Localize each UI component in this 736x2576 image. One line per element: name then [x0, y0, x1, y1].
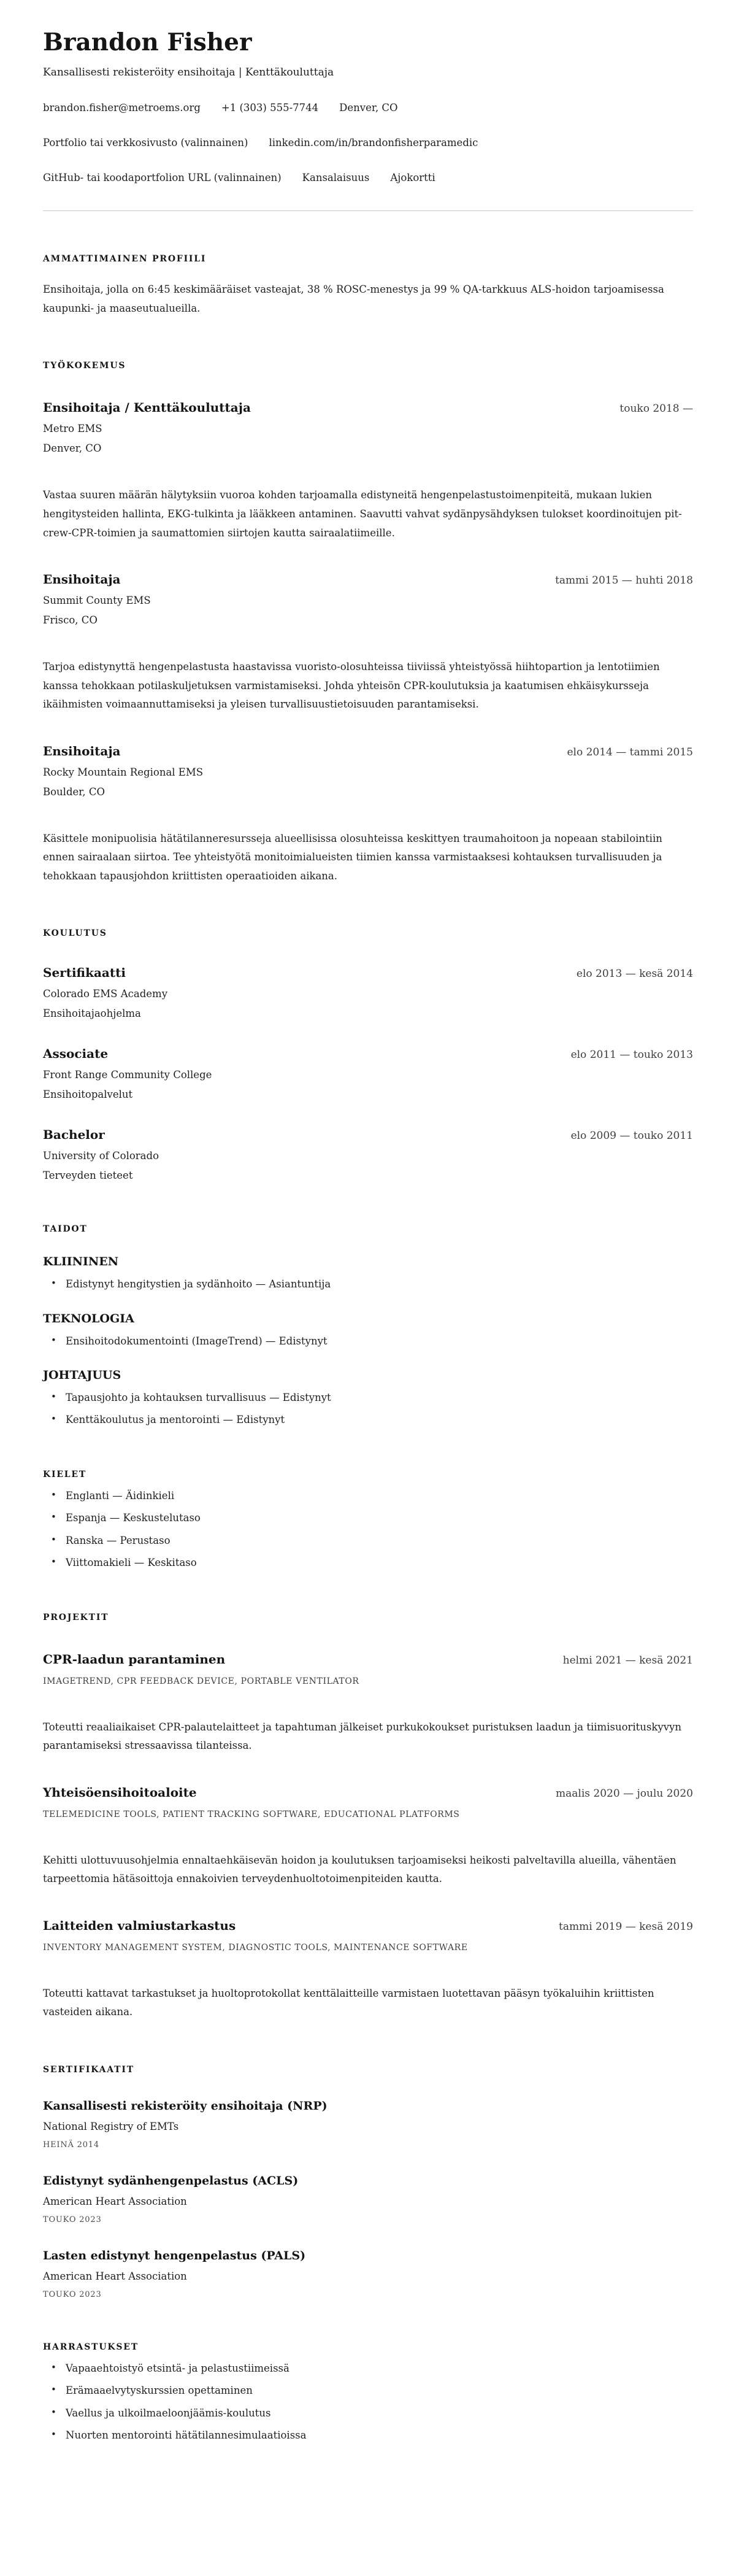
job-org: Metro EMS — [43, 423, 102, 435]
hobby-list — [43, 2362, 693, 2442]
certification-org: American Heart Association — [43, 2270, 187, 2282]
certification-name: Kansallisesti rekisteröity ensihoitaja (NRP) — [43, 2099, 328, 2113]
job-description: Tarjoa edistynyttä hengenpelastusta haastavissa vuoristo-olosuhteissa tiiviissä yhteistyössä hiihtopartion ja lentotiimien kanssa tehokkaan potilaskuljetuksen varmistamiseksi. Johda yhteisön CPR-koulutuksia ja kaatumisen ehkäisykursseja ikäihmisten voimaannuttamiseksi ja yleisen turvallisuustietoisuuden parantamiseksi. — [43, 661, 660, 711]
certification-name: Lasten edistynyt hengenpelastus (PALS) — [43, 2248, 306, 2262]
school-name: Front Range Community College — [43, 1069, 212, 1081]
job-org: Rocky Mountain Regional EMS — [43, 766, 204, 778]
certification-date: HEINÄ 2014 — [43, 2140, 99, 2150]
certification-org: National Registry of EMTs — [43, 2120, 179, 2132]
list-item: • Erämaaelvytyskurssien opettaminen — [43, 2384, 693, 2397]
section-title-hobbies: HARRASTUKSET — [43, 2342, 139, 2352]
education-entry — [43, 1046, 693, 1100]
skill-list — [43, 1278, 693, 1290]
skill-group-leadership — [43, 1368, 693, 1427]
section-experience — [43, 361, 693, 885]
section-title-projects: PROJEKTIT — [43, 1612, 109, 1622]
contact-github-label: GitHub- tai koodaportfolion URL (valinnainen) — [43, 171, 282, 183]
job-entry-head — [43, 400, 693, 415]
certification-name: Edistynyt sydänhengenpelastus (ACLS) — [43, 2173, 299, 2188]
project-description: Toteutti reaaliaikaiset CPR-palautelaitteet ja tapahtuman jälkeiset purkukokoukset puristuksen laadun ja tiimisuorituskyvyn parantamiseksi stressaavissa tilanteissa. — [43, 1721, 681, 1752]
certification-entry — [43, 2249, 693, 2299]
job-location: Denver, CO — [43, 442, 102, 455]
project-tech: INVENTORY MANAGEMENT SYSTEM, DIAGNOSTIC TOOLS, MAINTENANCE SOFTWARE — [43, 1942, 468, 1953]
project-entry — [43, 1785, 693, 1889]
project-dates: helmi 2021 — kesä 2021 — [562, 1654, 693, 1667]
profile-summary: Ensihoitaja, jolla on 6:45 keskimääräiset vasteajat, 38 % ROSC-menestys ja 99 % QA-tarkkuus ALS-hoidon tarjoamisessa kaupunki- ja maaseutualueilla. — [43, 283, 664, 315]
list-item: • Englanti — Äidinkieli — [43, 1489, 693, 1502]
contact-row-2 — [43, 137, 693, 148]
section-profile — [43, 254, 693, 318]
contact-row-3 — [43, 172, 693, 183]
job-entry-head — [43, 572, 693, 587]
education-dates: elo 2009 — touko 2011 — [570, 1130, 693, 1143]
contact-location: Denver, CO — [339, 101, 398, 114]
job-entry-head — [43, 744, 693, 758]
job-entry — [43, 572, 693, 714]
section-projects — [43, 1613, 693, 2022]
certification-entry — [43, 2099, 693, 2150]
list-item: • Ranska — Perustaso — [43, 1534, 693, 1547]
project-name: CPR-laadun parantaminen — [43, 1651, 226, 1667]
skill-group-label: KLIININEN — [43, 1255, 119, 1269]
skill-list — [43, 1335, 693, 1348]
project-dates: tammi 2019 — kesä 2019 — [558, 1920, 693, 1933]
education-entry — [43, 965, 693, 1019]
skill-group-label: TEKNOLOGIA — [43, 1311, 134, 1325]
contact-citizenship-label: Kansalaisuus — [302, 171, 370, 183]
project-name: Laitteiden valmiustarkastus — [43, 1918, 236, 1933]
education-entry-head — [43, 1127, 693, 1142]
job-location: Frisco, CO — [43, 614, 98, 627]
job-title: Ensihoitaja — [43, 743, 121, 758]
list-item: • Tapausjohto ja kohtauksen turvallisuus — Edistynyt — [43, 1391, 693, 1404]
list-item: • Edistynyt hengitystien ja sydänhoito — Asiantuntija — [43, 1278, 693, 1290]
project-entry-head — [43, 1918, 693, 1933]
project-entry — [43, 1918, 693, 2022]
project-description: Toteutti kattavat tarkastukset ja huoltoprotokollat kenttälaitteille varmistaen luotettavan pääsyn työkaluihin kriittisten vasteiden aikana. — [43, 1987, 654, 2018]
list-item: • Viittomakieli — Keskitaso — [43, 1556, 693, 1569]
section-title-education: KOULUTUS — [43, 928, 107, 939]
job-title: Ensihoitaja — [43, 572, 121, 587]
list-item: • Vapaaehtoistyö etsintä- ja pelastustiimeissä — [43, 2362, 693, 2375]
job-entry — [43, 744, 693, 886]
job-location: Boulder, CO — [43, 785, 105, 798]
school-name: University of Colorado — [43, 1150, 159, 1162]
certification-entry — [43, 2174, 693, 2224]
section-title-profile: AMMATTIMAINEN PROFIILI — [43, 253, 207, 264]
contact-drivers-license-label: Ajokortti — [390, 171, 435, 183]
education-entry-head — [43, 1046, 693, 1061]
language-list — [43, 1489, 693, 1570]
job-dates: touko 2018 — — [619, 403, 693, 415]
project-tech: TELEMEDICINE TOOLS, PATIENT TRACKING SOFTWARE, EDUCATIONAL PLATFORMS — [43, 1809, 460, 1819]
job-dates: tammi 2015 — huhti 2018 — [555, 574, 693, 587]
education-dates: elo 2013 — kesä 2014 — [576, 968, 693, 981]
section-certifications — [43, 2065, 693, 2299]
education-dates: elo 2011 — touko 2013 — [570, 1049, 693, 1062]
job-org: Summit County EMS — [43, 595, 151, 607]
project-entry — [43, 1652, 693, 1756]
contact-row-1 — [43, 102, 693, 114]
section-hobbies — [43, 2342, 693, 2442]
contact-linkedin: linkedin.com/in/brandonfisherparamedic — [269, 136, 478, 148]
section-title-languages: KIELET — [43, 1469, 87, 1479]
education-entry-head — [43, 965, 693, 980]
skill-group-clinical — [43, 1255, 693, 1290]
contact-email: brandon.fisher@metroems.org — [43, 101, 201, 114]
list-item: • Nuorten mentorointi hätätilannesimulaatioissa — [43, 2429, 693, 2442]
job-entry — [43, 400, 693, 542]
skill-list — [43, 1391, 693, 1427]
certification-org: American Heart Association — [43, 2195, 187, 2207]
section-title-experience: TYÖKOKEMUS — [43, 361, 126, 371]
certification-date: TOUKO 2023 — [43, 2289, 102, 2299]
page-title: Brandon Fisher — [43, 28, 252, 56]
section-title-skills: TAIDOT — [43, 1224, 88, 1235]
list-item: • Vaellus ja ulkoilmaeloonjäämis-koulutus — [43, 2407, 693, 2420]
project-name: Yhteisöensihoitoaloite — [43, 1784, 197, 1800]
skill-group-technology — [43, 1312, 693, 1348]
job-title: Ensihoitaja / Kenttäkouluttaja — [43, 400, 251, 415]
skill-group-label: JOHTAJUUS — [43, 1368, 121, 1382]
contact-phone: +1 (303) 555-7744 — [221, 101, 319, 114]
resume-header — [43, 28, 693, 211]
job-description: Vastaa suuren määrän hälytyksiin vuoroa kohden tarjoamalla edistyneitä hengenpelastustoimenpiteitä, mukaan lukien hengitysteiden hallinta, EKG-tulkinta ja lääkkeen antaminen. Saavutti vahvat sydänpysähdyksen tulokset koordinoitujen pit-crew-CPR-toimien ja saumattomien siirtojen kautta sairaalatiimeille. — [43, 489, 682, 539]
headline: Kansallisesti rekisteröity ensihoitaja | Kenttäkouluttaja — [43, 66, 334, 79]
project-tech: IMAGETREND, CPR FEEDBACK DEVICE, PORTABLE VENTILATOR — [43, 1676, 359, 1686]
project-dates: maalis 2020 — joulu 2020 — [556, 1787, 693, 1800]
project-entry-head — [43, 1652, 693, 1667]
program-name: Ensihoitajaohjelma — [43, 1008, 141, 1020]
program-name: Ensihoitopalvelut — [43, 1089, 133, 1101]
section-skills — [43, 1224, 693, 1427]
section-title-certifications: SERTIFIKAATIT — [43, 2064, 134, 2075]
list-item: • Espanja — Keskustelutaso — [43, 1511, 693, 1524]
project-entry-head — [43, 1785, 693, 1800]
contact-portfolio-label: Portfolio tai verkkosivusto (valinnainen) — [43, 136, 248, 148]
section-languages — [43, 1470, 693, 1570]
degree-title: Associate — [43, 1046, 109, 1062]
school-name: Colorado EMS Academy — [43, 988, 168, 1000]
degree-title: Bachelor — [43, 1127, 105, 1143]
program-name: Terveyden tieteet — [43, 1170, 133, 1182]
section-education — [43, 928, 693, 1181]
degree-title: Sertifikaatti — [43, 965, 126, 981]
header-divider — [43, 210, 693, 211]
education-entry — [43, 1127, 693, 1181]
list-item: • Ensihoitodokumentointi (ImageTrend) — Edistynyt — [43, 1335, 693, 1348]
certification-date: TOUKO 2023 — [43, 2215, 102, 2224]
job-dates: elo 2014 — tammi 2015 — [567, 746, 693, 758]
list-item: • Kenttäkoulutus ja mentorointi — Edistynyt — [43, 1413, 693, 1426]
job-description: Käsittele monipuolisia hätätilanneresursseja alueellisissa olosuhteissa keskittyen traumahoitoon ja nopeaan stabilointiin ennen sairaalaan siirtoa. Tee yhteistyötä monitoimialueisten tiimien kanssa varmistaaksesi kohtauksen turvallisuuden ja tehokkaan tapausjohdon kriittisten operaatioiden aikana. — [43, 832, 662, 882]
project-description: Kehitti ulottuvuusohjelmia ennaltaehkäisevän hoidon ja koulutuksen tarjoamiseksi heikosti palveltavilla alueilla, vähentäen tarpeettomia hätäsoittoja ennakoivien terveydenhuoltotoimenpiteiden kautta. — [43, 1854, 677, 1885]
